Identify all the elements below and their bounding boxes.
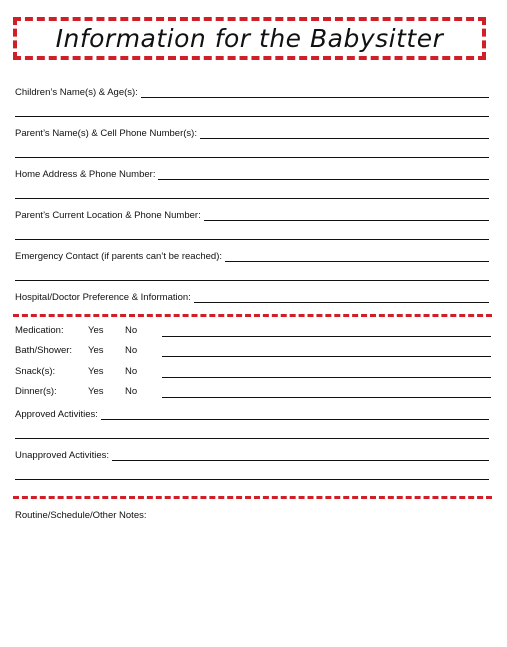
snack-label: Snack(s): [15,366,56,377]
bath-no-option[interactable]: No [125,345,138,356]
home-extra-line[interactable] [15,198,489,199]
dinner-input-line[interactable] [162,397,491,398]
notes-label: Routine/Schedule/Other Notes: [15,510,147,521]
approved-activities-input-line[interactable] [101,407,489,420]
section-divider [13,496,492,499]
children-label: Children’s Name(s) & Age(s): [15,87,138,98]
medication-label: Medication: [15,325,64,336]
approved-activities-extra-line[interactable] [15,438,489,439]
medication-yes-option[interactable]: Yes [88,325,104,336]
medication-no-option[interactable]: No [125,325,138,336]
title-banner [13,17,486,60]
emergency-input-line[interactable] [225,249,489,262]
approved-activities-field[interactable] [15,404,489,420]
parents-input-line[interactable] [200,126,489,139]
hospital-field[interactable] [15,287,489,303]
emergency-field[interactable] [15,246,489,262]
emergency-label: Emergency Contact (if parents can’t be reached): [15,251,222,262]
unapproved-activities-extra-line[interactable] [15,479,489,480]
dinner-row[interactable] [15,384,491,398]
hospital-label: Hospital/Doctor Preference & Information: [15,292,191,303]
location-field[interactable] [15,205,489,221]
parents-label: Parent’s Name(s) & Cell Phone Number(s): [15,128,197,139]
children-field[interactable] [15,82,489,98]
page-title: Information for the Babysitter [55,24,444,53]
medication-input-line[interactable] [162,336,491,337]
unapproved-activities-field[interactable] [15,445,489,461]
unapproved-activities-label: Unapproved Activities: [15,450,109,461]
bath-yes-option[interactable]: Yes [88,345,104,356]
dinner-yes-option[interactable]: Yes [88,386,104,397]
location-extra-line[interactable] [15,239,489,240]
location-input-line[interactable] [204,208,489,221]
bath-label: Bath/Shower: [15,345,73,356]
location-label: Parent’s Current Location & Phone Number: [15,210,201,221]
snack-no-option[interactable]: No [125,366,138,377]
home-label: Home Address & Phone Number: [15,169,156,180]
medication-row[interactable] [15,323,491,337]
unapproved-activities-input-line[interactable] [112,448,489,461]
hospital-input-line[interactable] [194,290,489,303]
home-field[interactable] [15,164,489,180]
home-input-line[interactable] [158,167,489,180]
parents-field[interactable] [15,123,489,139]
children-input-line[interactable] [141,85,489,98]
children-extra-line[interactable] [15,116,489,117]
bath-row[interactable] [15,343,491,357]
emergency-extra-line[interactable] [15,280,489,281]
bath-input-line[interactable] [162,356,491,357]
dinner-no-option[interactable]: No [125,386,138,397]
snack-yes-option[interactable]: Yes [88,366,104,377]
section-divider [13,314,492,317]
snack-row[interactable] [15,364,491,378]
dinner-label: Dinner(s): [15,386,57,397]
snack-input-line[interactable] [162,377,491,378]
parents-extra-line[interactable] [15,157,489,158]
approved-activities-label: Approved Activities: [15,409,98,420]
